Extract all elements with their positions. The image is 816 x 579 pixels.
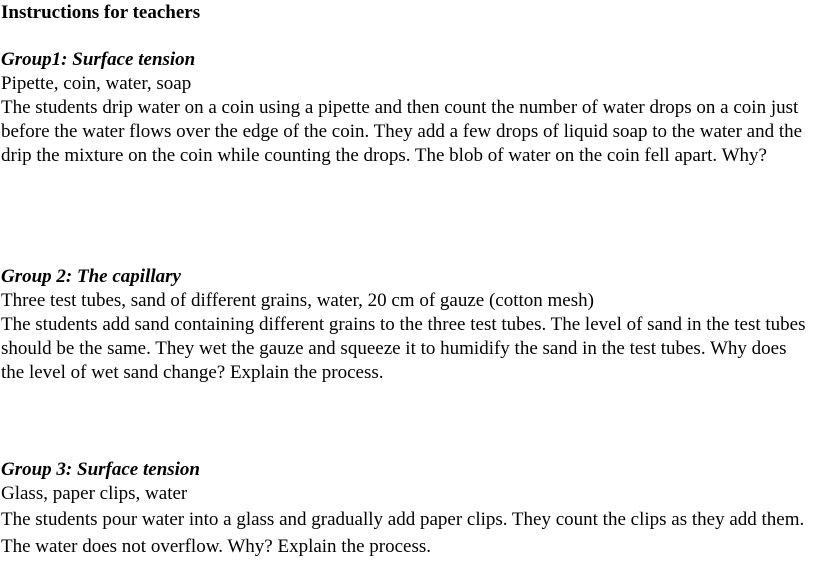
- group-2-description: The students add sand containing different grains to the three test tubes. The level of sand in the test tubes should be the same. They wet the gauze and squeeze it to humidify the sand in the test tubes. Why does the level of wet sand change? Explain the process.: [1, 314, 806, 383]
- group-1-section: [1, 48, 813, 168]
- group-2-section: [1, 265, 813, 385]
- group-3-description: The students pour water into a glass and gradually add paper clips. They count the clips as they add them. The water does not overflow. Why? Explain the process.: [1, 509, 805, 557]
- document-title: Instructions for teachers: [1, 2, 201, 23]
- group-2-materials: Three test tubes, sand of different grains, water, 20 cm of gauze (cotton mesh): [1, 290, 594, 311]
- group-3-section: [1, 458, 813, 560]
- group-2-heading: Group 2: The capillary: [1, 266, 181, 287]
- group-3-heading: Group 3: Surface tension: [1, 459, 200, 480]
- group-1-materials: Pipette, coin, water, soap: [1, 73, 192, 94]
- group-1-heading: Group1: Surface tension: [1, 49, 196, 70]
- group-1-description: The students drip water on a coin using a pipette and then count the number of water drops on a coin just before the water flows over the edge of the coin. They add a few drops of liquid soap to the water and the drip the mixture on the coin while counting the drops. The blob of water on the coin fell apart. Why?: [1, 97, 803, 166]
- group-3-materials: Glass, paper clips, water: [1, 483, 188, 504]
